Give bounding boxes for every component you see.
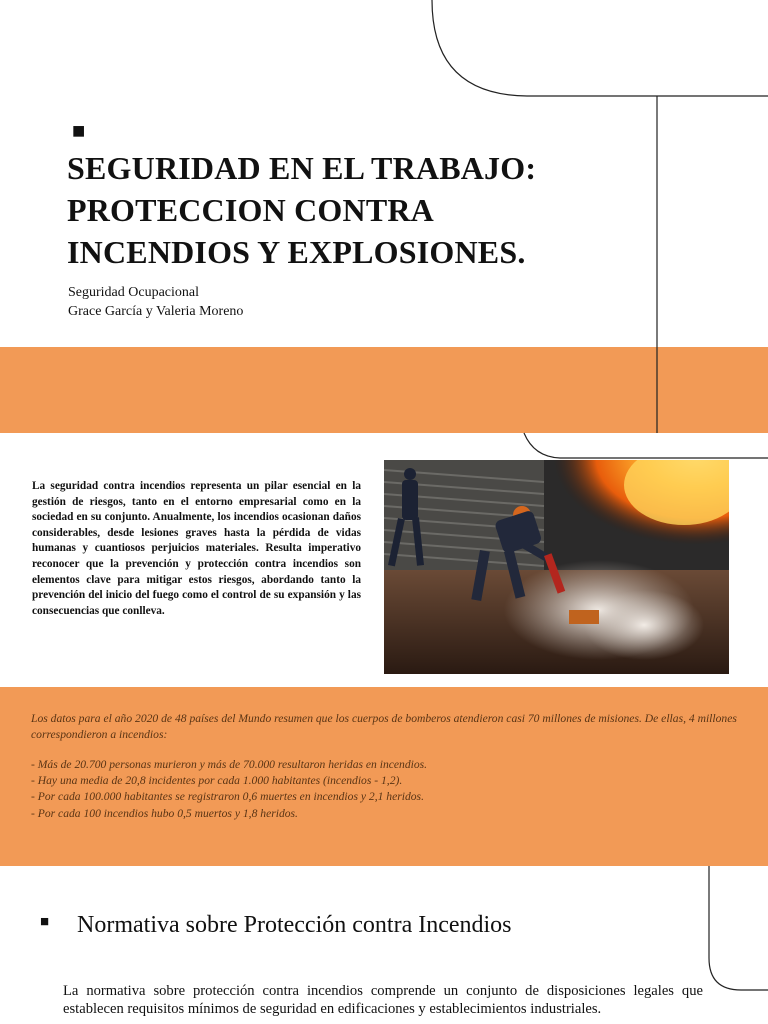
page-title — [67, 147, 627, 273]
subtitle-block — [68, 283, 243, 321]
title-line-3: INCENDIOS Y EXPLOSIONES. — [67, 234, 526, 270]
list-item: - Hay una media de 20,8 incidentes por cada 1.000 habitantes (incendios - 1,2). — [31, 774, 403, 788]
title-line-1: SEGURIDAD EN EL TRABAJO: — [67, 150, 537, 186]
accent-band-top — [0, 347, 768, 433]
firefighter-training-photo — [384, 460, 729, 674]
title-line-2: PROTECCION CONTRA — [67, 192, 434, 228]
intro-paragraph: La seguridad contra incendios representa un pilar esencial en la gestión de riesgos, tanto en el entorno empresarial como en la sociedad en su conjunto. Anualmente, los incendios ocasionan daños considerables, desde lesiones graves hasta la pérdida de vidas humanas y cuantiosos perjuicios materiales. Resulta imperativo reconocer que la prevención y protección contra incendios son elementos clave para mitigar estos riesgos, abordando tanto la prevención del inicio del fuego como el control de su expansión y las consecuencias que conlleva. — [32, 480, 361, 617]
list-item: - Por cada 100 incendios hubo 0,5 muertos y 1,8 heridos. — [31, 806, 298, 820]
section-heading: Normativa sobre Protección contra Incendios — [77, 912, 512, 938]
section-bullet-icon: ■ — [40, 914, 50, 930]
course-name: Seguridad Ocupacional — [68, 285, 200, 300]
bottom-arc-line — [709, 866, 768, 990]
author-names: Grace García y Valeria Moreno — [68, 304, 244, 319]
top-arc-line — [432, 0, 768, 96]
list-item: - Por cada 100.000 habitantes se registraron 0,6 muertes en incendios y 2,1 heridos. — [31, 790, 424, 804]
normativa-paragraph: La normativa sobre protección contra incendios comprende un conjunto de disposiciones legales que establecen requisitos mínimos de seguridad en edificaciones y establecimientos industriales. — [63, 983, 703, 1018]
list-item: - Más de 20.700 personas murieron y más de 70.000 resultaron heridas en incendios. — [31, 758, 428, 771]
photo-illustration — [384, 460, 729, 674]
mid-arc-line — [524, 433, 768, 458]
stats-lead-text: Los datos para el año 2020 de 48 países del Mundo resumen que los cuerpos de bomberos atendieron casi 70 millones de misiones. De ellas, 4 millones correspondieron a incendios: — [31, 712, 737, 742]
title-marker: ■ — [72, 118, 86, 143]
stats-list — [31, 757, 743, 822]
